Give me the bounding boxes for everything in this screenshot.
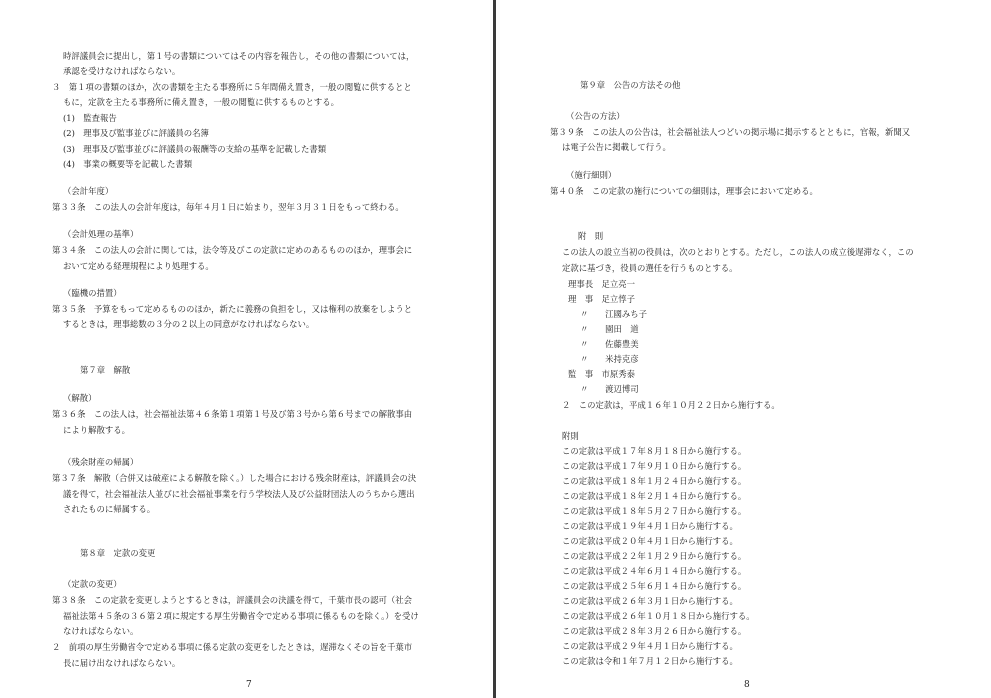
list-item: (3) 理事及び監事並びに評議員の報酬等の支給の基準を記載した書類 xyxy=(63,144,327,154)
body-line: 定款に基づき，役員の選任を行うものとする。 xyxy=(562,263,738,273)
officer-line: 〃 江國みち子 xyxy=(580,309,647,319)
enforcement-line: この定款は平成２４年６月１４日から施行する。 xyxy=(562,566,747,576)
enforcement-line: この定款は平成１８年２月１４日から施行する。 xyxy=(562,491,747,501)
chapter-heading: 第８章 定款の変更 xyxy=(80,548,156,558)
article-heading: （残余財産の帰属） xyxy=(63,457,139,467)
article-text: 第３６条 この法人は，社会福祉法第４６条第１項第１号及び第３号から第６号までの解散事由 xyxy=(52,409,413,419)
page-number: 8 xyxy=(744,680,750,690)
article-heading: （会計処理の基準） xyxy=(63,229,139,239)
body-line: ２ この定款は，平成１６年１０月２２日から施行する。 xyxy=(562,400,780,410)
enforcement-line: この定款は平成２６年３月１日から施行する。 xyxy=(562,596,738,606)
article-text: 第３８条 この定款を変更しようとするときは，評議員会の決議を得て，千葉市長の認可（社会 xyxy=(52,595,412,605)
article-text: 長に届け出なければならない。 xyxy=(63,658,181,668)
article-heading: （定款の変更） xyxy=(63,579,122,589)
supplementary-heading: 附 則 xyxy=(578,231,604,241)
article-text: 議を得て，社会福祉法人並びに社会福祉事業を行う学校法人及び公益財団法人のうちから選出 xyxy=(63,489,415,499)
enforcement-line: この定款は平成１７年８月１８日から施行する。 xyxy=(562,446,747,456)
article-text: なければならない。 xyxy=(63,626,139,636)
officer-line: 〃 園田 道 xyxy=(580,324,639,334)
article-text: 第３７条 解散（合併又は破産による解散を除く。）した場合における残余財産は，評議員会の決 xyxy=(52,473,417,483)
right-page xyxy=(496,0,991,698)
officer-line: 理 事 足立惇子 xyxy=(568,294,635,304)
officer-line: 監 事 市原秀泰 xyxy=(568,369,635,379)
article-text: は電子公告に掲載して行う。 xyxy=(562,142,671,152)
article-heading: （施行細則） xyxy=(566,170,617,180)
body-line: 承認を受けなければならない。 xyxy=(63,66,181,76)
officer-line: 〃 佐藤豊美 xyxy=(580,339,639,349)
page-number: 7 xyxy=(246,680,252,690)
article-heading: （公告の方法） xyxy=(566,111,625,121)
article-text: 第３４条 この法人の会計に関しては，法令等及びこの定款に定めのあるもののほか，理事会に xyxy=(52,245,413,255)
enforcement-line: この定款は平成２９年４月１日から施行する。 xyxy=(562,641,738,651)
enforcement-line: この定款は平成２８年３月２６日から施行する。 xyxy=(562,626,747,636)
list-item: (2) 理事及び監事並びに評議員の名簿 xyxy=(63,128,209,138)
article-text: されたものに帰属する。 xyxy=(63,504,156,514)
body-line: ３ 第１項の書類のほか，次の書類を主たる事務所に５年間備え置き，一般の閲覧に供するとと xyxy=(52,82,412,92)
article-text: 第３５条 予算をもって定めるもののほか，新たに義務の負担をし，又は権利の放棄をしようと xyxy=(52,304,413,314)
body-line: この法人の設立当初の役員は，次のとおりとする。ただし，この法人の成立後遅滞なく，この xyxy=(562,247,914,257)
left-page xyxy=(0,0,493,698)
list-item: (4) 事業の概要等を記載した書類 xyxy=(63,159,193,169)
article-text: 第３９条 この法人の公告は，社会福祉法人つどいの掲示場に掲示するとともに，官報，新聞又 xyxy=(550,127,911,137)
enforcement-line: この定款は平成１７年９月１０日から施行する。 xyxy=(562,461,747,471)
article-text: により解散する。 xyxy=(63,425,130,435)
officer-line: 理事長 足立亮一 xyxy=(568,279,635,289)
enforcement-line: この定款は平成１８年５月２７日から施行する。 xyxy=(562,506,747,516)
enforcement-line: この定款は平成２０年４月１日から施行する。 xyxy=(562,536,738,546)
article-text: 第４０条 この定款の施行についての細則は，理事会において定める。 xyxy=(550,186,818,196)
list-item: (1) 監査報告 xyxy=(63,113,117,123)
enforcement-line: この定款は平成２２年１月２９日から施行する。 xyxy=(562,551,747,561)
article-text: おいて定める経理規程により処理する。 xyxy=(63,261,214,271)
enforcement-line: この定款は平成１９年４月１日から施行する。 xyxy=(562,521,738,531)
body-line: もに，定款を主たる事務所に備え置き，一般の閲覧に供するものとする。 xyxy=(63,97,340,107)
chapter-heading: 第７章 解散 xyxy=(80,365,131,375)
supplementary-heading: 附則 xyxy=(562,431,579,441)
enforcement-line: この定款は平成１８年１月２４日から施行する。 xyxy=(562,476,747,486)
chapter-heading: 第９章 公告の方法その他 xyxy=(580,80,681,90)
article-heading: （解散） xyxy=(63,393,97,403)
article-text: するときは，理事総数の３分の２以上の同意がなければならない。 xyxy=(63,319,315,329)
article-heading: （会計年度） xyxy=(63,186,114,196)
officer-line: 〃 渡辺博司 xyxy=(580,384,639,394)
enforcement-line: この定款は平成２６年１０月１８日から施行する。 xyxy=(562,611,755,621)
enforcement-line: この定款は平成２５年６月１４日から施行する。 xyxy=(562,581,747,591)
article-text: 第３３条 この法人の会計年度は，毎年４月１日に始まり，翌年３月３１日をもって終わる。 xyxy=(52,202,404,212)
article-text: 福祉法第４５条の３６第２項に規定する厚生労働省令で定める事項に係るものを除く。）を受け xyxy=(63,611,419,621)
article-text: ２ 前項の厚生労働省令で定める事項に係る定款の変更をしたときは，遅滞なくその旨を千葉市 xyxy=(52,642,413,652)
enforcement-line: この定款は令和１年７月１２日から施行する。 xyxy=(562,656,738,666)
article-heading: （臨機の措置） xyxy=(63,288,122,298)
officer-line: 〃 米持克彦 xyxy=(580,354,639,364)
body-line: 時評議員会に提出し，第１号の書類についてはその内容を報告し，その他の書類については， xyxy=(63,51,415,61)
